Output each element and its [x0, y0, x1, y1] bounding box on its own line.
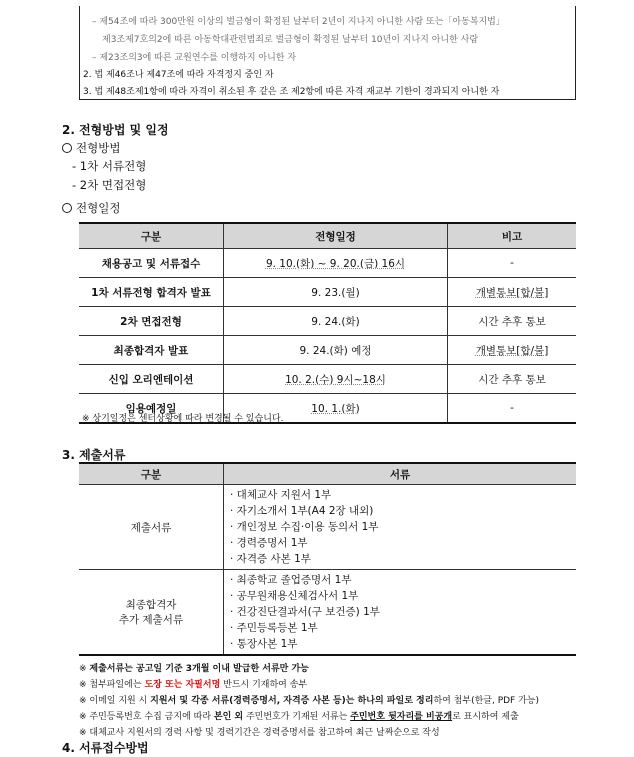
note-bold: 지원서 및 각종 서류(경력증명서, 자격증 사본 등)는 하나의 파일로 정리 — [150, 696, 434, 706]
note-prefix: ※ — [79, 664, 90, 674]
box-line-4: 2. 법 제46조나 제47조에 따라 자격정지 중인 자 — [83, 70, 274, 80]
note-bold: 주민번호 뒷자리를 비공개 — [350, 712, 453, 722]
schedule-note: - — [448, 249, 577, 278]
note-suffix: 로 표시하여 제출 — [452, 712, 519, 722]
table-row — [79, 278, 576, 307]
list-item: · 자기소개서 1부(A4 2장 내외) — [230, 505, 374, 517]
note-3 — [79, 693, 539, 706]
list-item: · 공무원채용신체검사서 1부 — [230, 590, 359, 602]
schedule-date: 9. 24.(화) 예정 — [224, 336, 448, 365]
list-item: · 자격증 사본 1부 — [230, 553, 311, 565]
schedule-date: 10. 2.(수) 9시~18시 — [224, 365, 448, 394]
circle-bullet-icon — [62, 203, 72, 213]
documents-list — [224, 570, 577, 656]
schedule-heading-text: 전형일정 — [76, 201, 121, 215]
list-item: · 대체교사 지원서 1부 — [230, 489, 332, 501]
table-row — [79, 570, 576, 656]
schedule-footnote: ※ 상기일정은 센터상황에 따라 변경될 수 있습니다. — [82, 414, 284, 424]
category-line: 최종합격자 — [125, 599, 177, 611]
schedule-label: 1차 서류전형 합격자 발표 — [79, 278, 224, 307]
note-bold: 본인 외 — [213, 712, 244, 722]
schedule-note: 개별통보[합/불] — [448, 336, 577, 365]
schedule-label: 최종합격자 발표 — [79, 336, 224, 365]
list-item: · 건강진단결과서(구 보건증) 1부 — [230, 606, 380, 618]
schedule-header-date: 전형일정 — [224, 223, 448, 249]
method-item-1: - 1차 서류전형 — [72, 159, 147, 173]
method-item-2: - 2차 면접전형 — [72, 178, 147, 192]
note-red: 도장 또는 자필서명 — [144, 680, 221, 690]
box-line-3: – 제23조의3에 따른 교원연수를 이행하지 아니한 자 — [92, 53, 297, 63]
schedule-date: 9. 23.(월) — [224, 278, 448, 307]
section-3-title: 3. 제출서류 — [62, 448, 126, 462]
list-item: · 개인정보 수집·이용 동의서 1부 — [230, 521, 379, 533]
note-prefix: ※ 첨부파일에는 — [79, 680, 145, 690]
table-row — [79, 307, 576, 336]
documents-category — [79, 570, 224, 656]
note-prefix: ※ 이메일 지원 시 — [79, 696, 151, 706]
category-line: 추가 제출서류 — [118, 614, 184, 626]
schedule-header-category: 구분 — [79, 223, 224, 249]
list-item: · 주민등록등본 1부 — [230, 622, 318, 634]
table-row — [79, 336, 576, 365]
schedule-note: 개별통보[합/불] — [448, 278, 577, 307]
circle-bullet-icon — [62, 143, 72, 153]
note-mid: 주민번호가 기재된 서류는 — [243, 712, 351, 722]
schedule-heading — [62, 200, 120, 216]
documents-header-row — [79, 463, 576, 485]
schedule-note: - — [448, 394, 577, 424]
section-2-title: 2. 전형방법 및 일정 — [62, 123, 169, 137]
list-item: · 최종학교 졸업증명서 1부 — [230, 574, 352, 586]
disqualification-box — [79, 6, 576, 100]
note-suffix: 반드시 기재하여 송부 — [220, 680, 308, 690]
box-line-2: 제3조제7호의2에 따른 아동학대관련범죄로 벌금형이 확정된 날부터 10년이 지나지 아니한 사람 — [102, 35, 479, 45]
documents-list — [224, 485, 577, 570]
note-1 — [79, 661, 309, 674]
note-5: ※ 대체교사 지원서의 경력 사항 및 경력기간은 경력증명서를 참고하여 최근 날짜순으로 작성 — [79, 728, 440, 738]
documents-header-category: 구분 — [79, 463, 224, 485]
list-item: · 통장사본 1부 — [230, 638, 298, 650]
method-heading — [62, 140, 120, 156]
schedule-label: 채용공고 및 서류접수 — [79, 249, 224, 278]
schedule-label: 2차 면접전형 — [79, 307, 224, 336]
schedule-date: 10. 1.(화) — [224, 394, 448, 424]
method-heading-text: 전형방법 — [76, 141, 121, 155]
documents-table — [79, 462, 576, 656]
note-4 — [79, 709, 519, 722]
schedule-note: 시간 추후 통보 — [448, 365, 577, 394]
schedule-label: 신입 오리엔테이션 — [79, 365, 224, 394]
box-line-5: 3. 법 제48조제1항에 따라 자격이 취소된 후 같은 조 제2항에 따른 자격 재교부 기한이 경과되지 아니한 자 — [83, 87, 500, 97]
schedule-label: 임용예정일 — [79, 394, 224, 424]
schedule-header-note: 비고 — [448, 223, 577, 249]
schedule-header-row — [79, 223, 576, 249]
schedule-table — [79, 222, 576, 424]
note-prefix: ※ 주민등록번호 수집 금지에 따라 — [79, 712, 214, 722]
schedule-note: 시간 추후 통보 — [448, 307, 577, 336]
note-bold: 제출서류는 공고일 기준 3개월 이내 발급한 서류만 가능 — [89, 664, 309, 674]
documents-category: 제출서류 — [79, 485, 224, 570]
table-row — [79, 249, 576, 278]
note-2 — [79, 677, 307, 690]
table-row — [79, 485, 576, 570]
documents-header-items: 서류 — [224, 463, 577, 485]
schedule-date: 9. 10.(화) ~ 9. 20.(금) 16시 — [224, 249, 448, 278]
schedule-date: 9. 24.(화) — [224, 307, 448, 336]
section-4-title: 4. 서류접수방법 — [62, 741, 149, 755]
note-suffix: 하여 첨부(한글, PDF 가능) — [433, 696, 539, 706]
box-line-1: – 제54조에 따라 300만원 이상의 벌금형이 확정된 날부터 2년이 지나지 아니한 사람 또는「아동복지법」 — [92, 17, 505, 27]
list-item: · 경력증명서 1부 — [230, 537, 308, 549]
table-row — [79, 365, 576, 394]
